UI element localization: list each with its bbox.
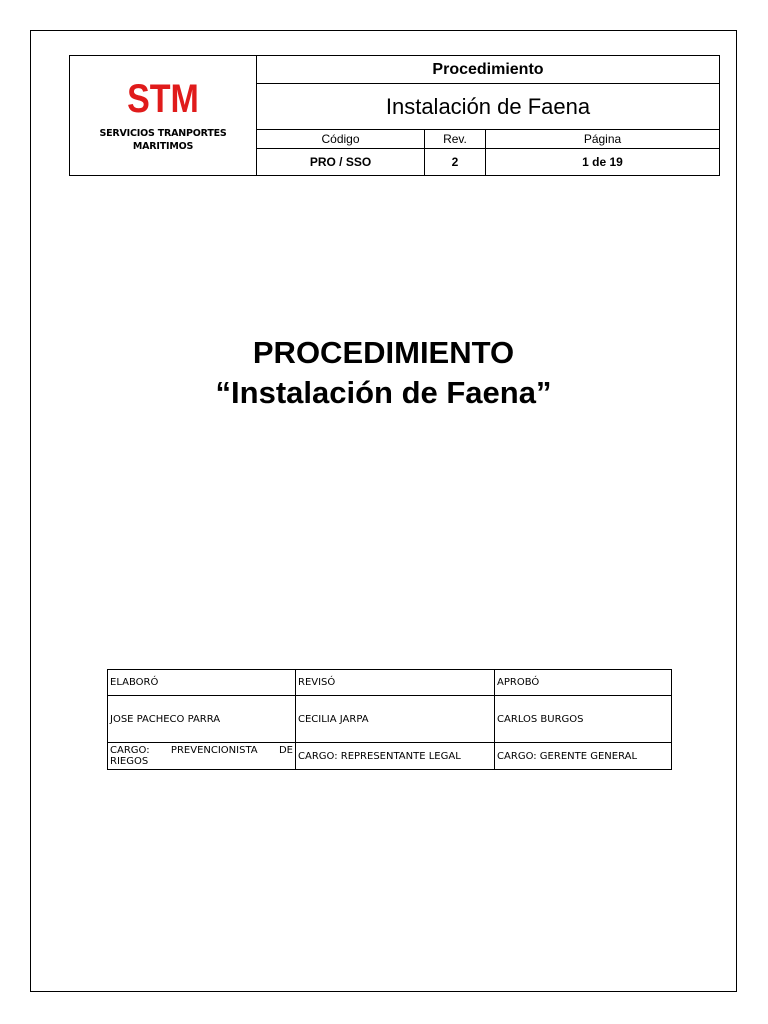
document-title: Instalación de Faena: [257, 84, 720, 130]
document-header: [69, 55, 720, 176]
rev-value: 2: [425, 149, 486, 176]
aprobo-header: APROBÓ: [495, 670, 672, 696]
rev-label: Rev.: [425, 130, 486, 149]
page-label: Página: [486, 130, 720, 149]
aprobo-position: CARGO: GERENTE GENERAL: [495, 743, 672, 770]
reviso-name: CECILIA JARPA: [296, 696, 495, 743]
table-row: [108, 670, 672, 696]
code-label: Código: [257, 130, 425, 149]
main-title-line1: PROCEDIMIENTO: [252, 335, 515, 370]
reviso-header: REVISÓ: [296, 670, 495, 696]
logo-subtitle: SERVICIOS TRANPORTES MARITIMOS: [99, 127, 227, 152]
code-value: PRO / SSO: [257, 149, 425, 176]
main-title-line2: “Instalación de Faena”: [215, 375, 552, 410]
table-row: [108, 696, 672, 743]
main-title: [30, 333, 737, 413]
approval-table: [107, 669, 672, 770]
elaboro-position: CARGO: PREVENCIONISTA DE RIEGOS: [110, 745, 293, 767]
elaboro-header: ELABORÓ: [108, 670, 296, 696]
elaboro-name: JOSE PACHECO PARRA: [108, 696, 296, 743]
elaboro-position-cell: [108, 743, 296, 770]
company-logo: [70, 56, 257, 176]
document-type: Procedimiento: [257, 56, 720, 84]
logo-wordmark: STM: [127, 76, 199, 121]
table-row: [108, 743, 672, 770]
page-value: 1 de 19: [486, 149, 720, 176]
reviso-position: CARGO: REPRESENTANTE LEGAL: [296, 743, 495, 770]
aprobo-name: CARLOS BURGOS: [495, 696, 672, 743]
